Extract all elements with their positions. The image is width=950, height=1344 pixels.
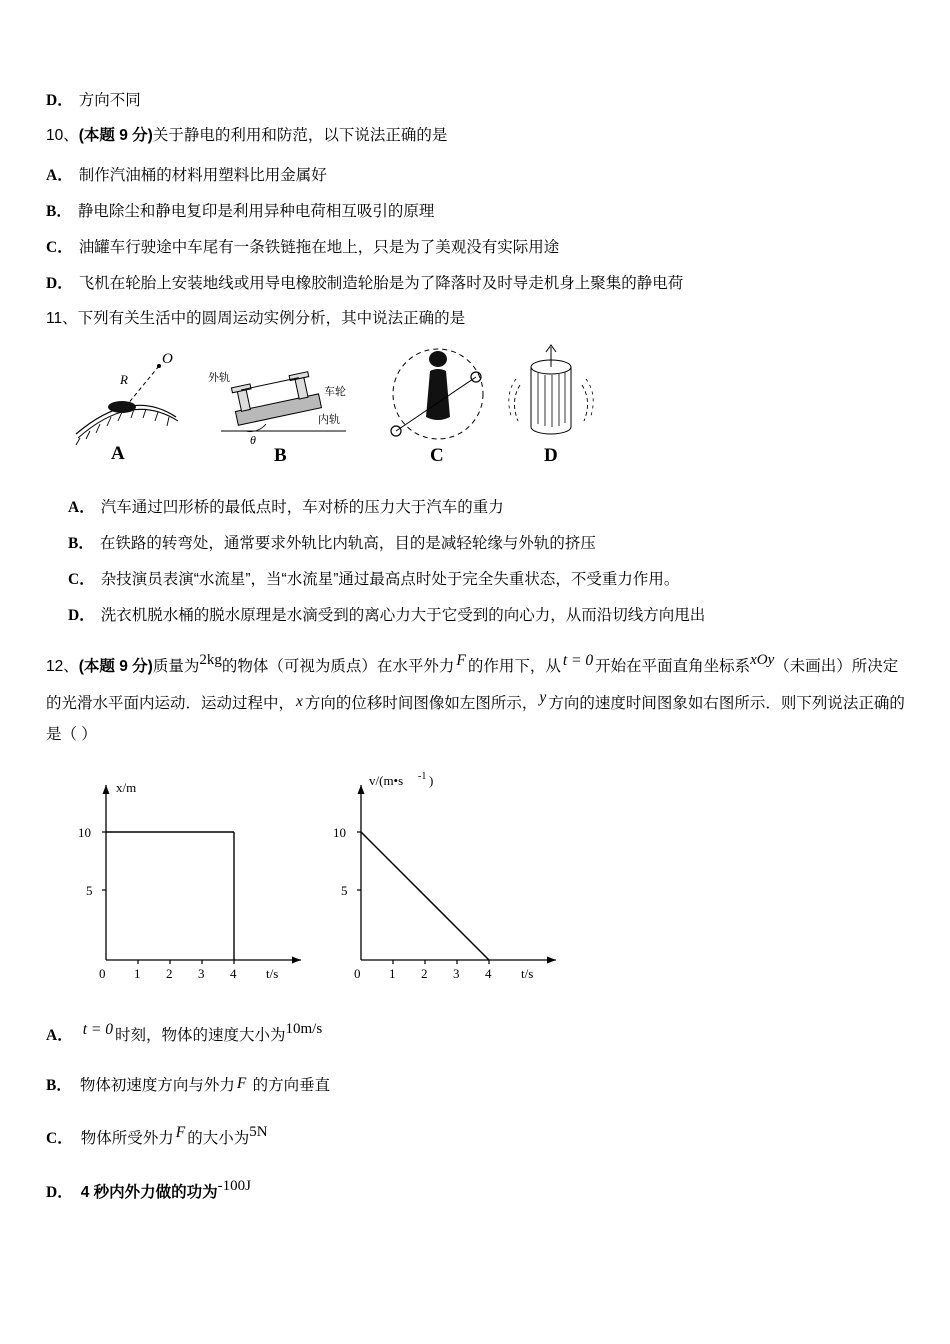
graph-left-xtick-0: 0 — [99, 966, 106, 982]
q12-stem-part4: 开始在平面直角坐标系 — [595, 658, 751, 676]
graph-left-xtick-3: 3 — [198, 966, 205, 982]
option-math-2: -100J — [217, 1178, 251, 1195]
figure-c-water-meteor — [366, 339, 516, 464]
q12-stem-part7: 方向的速度时间图象如右图所示．则下列说法正确的是（ ） — [46, 695, 905, 744]
q12-stem-part1: 质量为 — [152, 658, 200, 676]
option-math-2: 10m/s — [285, 1021, 323, 1038]
graph-right-ytick-5: 5 — [341, 883, 348, 899]
option-label: D． — [46, 1184, 73, 1202]
question-10-number: 10、 — [46, 127, 79, 144]
question-10-option-d — [46, 271, 912, 293]
option-text: 的方向垂直 — [248, 1076, 331, 1094]
question-10-option-c — [46, 235, 912, 257]
option-pre: 物体所受外力 — [80, 1130, 174, 1148]
figure-d-spin-dryer — [496, 339, 626, 464]
figure-d-label: D — [544, 445, 558, 465]
q12-y-symbol: y — [539, 689, 547, 707]
option-label: D． — [68, 607, 95, 625]
question-12-option-b — [46, 1073, 912, 1097]
graph-left-ytick-10: 10 — [78, 825, 91, 841]
graph-left-xtick-4: 4 — [230, 966, 237, 982]
graph-right-xtick-2: 2 — [421, 966, 428, 982]
q12-mass: 2kg — [199, 652, 222, 669]
graph-right-xtick-4: 4 — [485, 966, 492, 982]
option-text: 杂技演员表演“水流星”，当“水流星”通过最高点时处于完全失重状态，不受重力作用。 — [100, 571, 680, 589]
question-10-option-b — [46, 199, 912, 221]
option-label: B． — [46, 1076, 72, 1094]
figure-d-svg — [496, 339, 626, 464]
figure-a-svg — [56, 339, 206, 464]
figure-b-inner-rail-label: 内轨 — [318, 414, 340, 427]
graph-right-ylabel-exp: -1 — [418, 771, 427, 783]
figure-b-angle-label: θ — [250, 433, 256, 448]
q12-x-symbol: x — [296, 693, 303, 711]
question-10-stem — [46, 124, 912, 148]
q12-time-symbol: t = 0 — [562, 652, 594, 670]
graph-right-svg — [321, 760, 571, 985]
question-11-figure-group — [46, 339, 912, 469]
graph-right-ylabel-end: ) — [429, 773, 434, 789]
option-label: A． — [46, 167, 73, 185]
question-10-marks: (本题 9 分) — [78, 127, 153, 144]
graph-right-xtick-0: 0 — [354, 966, 361, 982]
question-12-stem — [46, 645, 912, 750]
graph-left-ylabel: x/m — [116, 780, 137, 796]
option-label: C． — [46, 239, 73, 257]
question-12-graphs — [46, 760, 912, 995]
question-10-stem-text: 关于静电的利用和防范，以下说法正确的是 — [152, 127, 448, 144]
figure-b-outer-rail-label: 外轨 — [208, 372, 230, 385]
figure-c-svg — [366, 339, 516, 464]
graph-left-ytick-5: 5 — [86, 883, 93, 899]
option-label: C． — [46, 1130, 73, 1148]
option-pre: 4 秒内外力做的功为 — [80, 1184, 218, 1202]
question-11-option-c — [68, 567, 912, 589]
graph-right-xtick-3: 3 — [453, 966, 460, 982]
option-text: 飞机在轮胎上安装地线或用导电橡胶制造轮胎是为了降落时及时导走机身上聚集的静电荷 — [78, 275, 684, 293]
option-label: D． — [46, 275, 73, 293]
graph-velocity-time — [321, 760, 571, 990]
graph-left-xtick-1: 1 — [134, 966, 141, 982]
question-11-option-d — [68, 603, 912, 625]
figure-b-banked-track — [206, 339, 366, 464]
question-12-option-c — [46, 1122, 912, 1150]
q12-force-symbol: F — [456, 652, 466, 670]
graph-left-xlabel: t/s — [266, 966, 279, 982]
option-text: 时刻，物体的速度大小为 — [114, 1027, 286, 1045]
figure-b-svg — [206, 339, 366, 464]
q12-stem-part6: 方向的位移时间图像如左图所示， — [304, 695, 538, 713]
option-text: 油罐车行驶途中车尾有一条铁链拖在地上，只是为了美观没有实际用途 — [78, 239, 560, 257]
figure-a-label: A — [111, 443, 125, 465]
q12-stem-part3: 的作用下，从 — [467, 658, 561, 676]
graph-right-xlabel: t/s — [521, 966, 534, 982]
option-text: 制作汽油桶的材料用塑料比用金属好 — [78, 167, 327, 185]
question-12-number: 12、 — [46, 658, 79, 676]
figure-a-radius-label: R — [120, 372, 128, 388]
figure-a-center-label: O — [162, 351, 173, 368]
question-11-option-b — [68, 531, 912, 553]
option-math-1: F — [236, 1074, 247, 1092]
option-label: B． — [46, 203, 72, 221]
question-12-option-d — [46, 1176, 912, 1204]
figure-b-label: B — [274, 445, 287, 465]
option-math-1: t = 0 — [82, 1021, 113, 1039]
option-text: 汽车通过凹形桥的最低点时，车对桥的压力大于汽车的重力 — [100, 499, 504, 517]
figure-a-concave-bridge — [56, 339, 206, 464]
option-text: 方向不同 — [78, 92, 141, 109]
question-12-marks: (本题 9 分) — [78, 658, 153, 676]
graph-left-svg — [66, 760, 316, 985]
graph-left-xtick-2: 2 — [166, 966, 173, 982]
option-label: A． — [46, 1027, 73, 1045]
figure-b-wheel-label: 车轮 — [324, 386, 346, 399]
option-math-2: 5N — [249, 1124, 268, 1141]
question-11-option-a — [68, 495, 912, 517]
option-label: A． — [68, 499, 95, 517]
option-label: C． — [68, 571, 95, 589]
question-11-stem — [46, 307, 912, 331]
question-11-stem-text: 下列有关生活中的圆周运动实例分析，其中说法正确的是 — [77, 310, 466, 328]
figure-c-label: C — [430, 445, 444, 465]
question-10-option-a — [46, 163, 912, 185]
question-12-option-a — [46, 1019, 912, 1047]
graph-displacement-time — [66, 760, 316, 990]
option-label: B． — [68, 535, 94, 553]
graph-right-ylabel: v/(m•s — [369, 773, 404, 789]
graph-right-xtick-1: 1 — [389, 966, 396, 982]
question-9-option-d — [46, 88, 912, 110]
q12-stem-part5: （未画出）所决定的光滑水平面内运动．运动过程中， — [46, 658, 899, 713]
q12-stem-part2: 的物体（可视为质点）在水平外力 — [221, 658, 455, 676]
option-text: 的大小为 — [187, 1130, 250, 1148]
graph-right-ytick-10: 10 — [333, 825, 346, 841]
q12-coord-symbol: xOy — [750, 652, 775, 669]
option-text: 静电除尘和静电复印是利用异种电荷相互吸引的原理 — [77, 203, 435, 221]
page-content — [46, 88, 912, 1230]
option-label: D． — [46, 92, 73, 109]
option-pre: 物体初速度方向与外力 — [79, 1076, 235, 1094]
option-text: 在铁路的转弯处，通常要求外轨比内轨高，目的是减轻轮缘与外轨的挤压 — [99, 535, 596, 553]
option-math-1: F — [175, 1124, 186, 1142]
option-text: 洗衣机脱水桶的脱水原理是水滴受到的离心力大于它受到的向心力，从而沿切线方向甩出 — [100, 607, 706, 625]
question-11-number: 11、 — [46, 310, 78, 328]
